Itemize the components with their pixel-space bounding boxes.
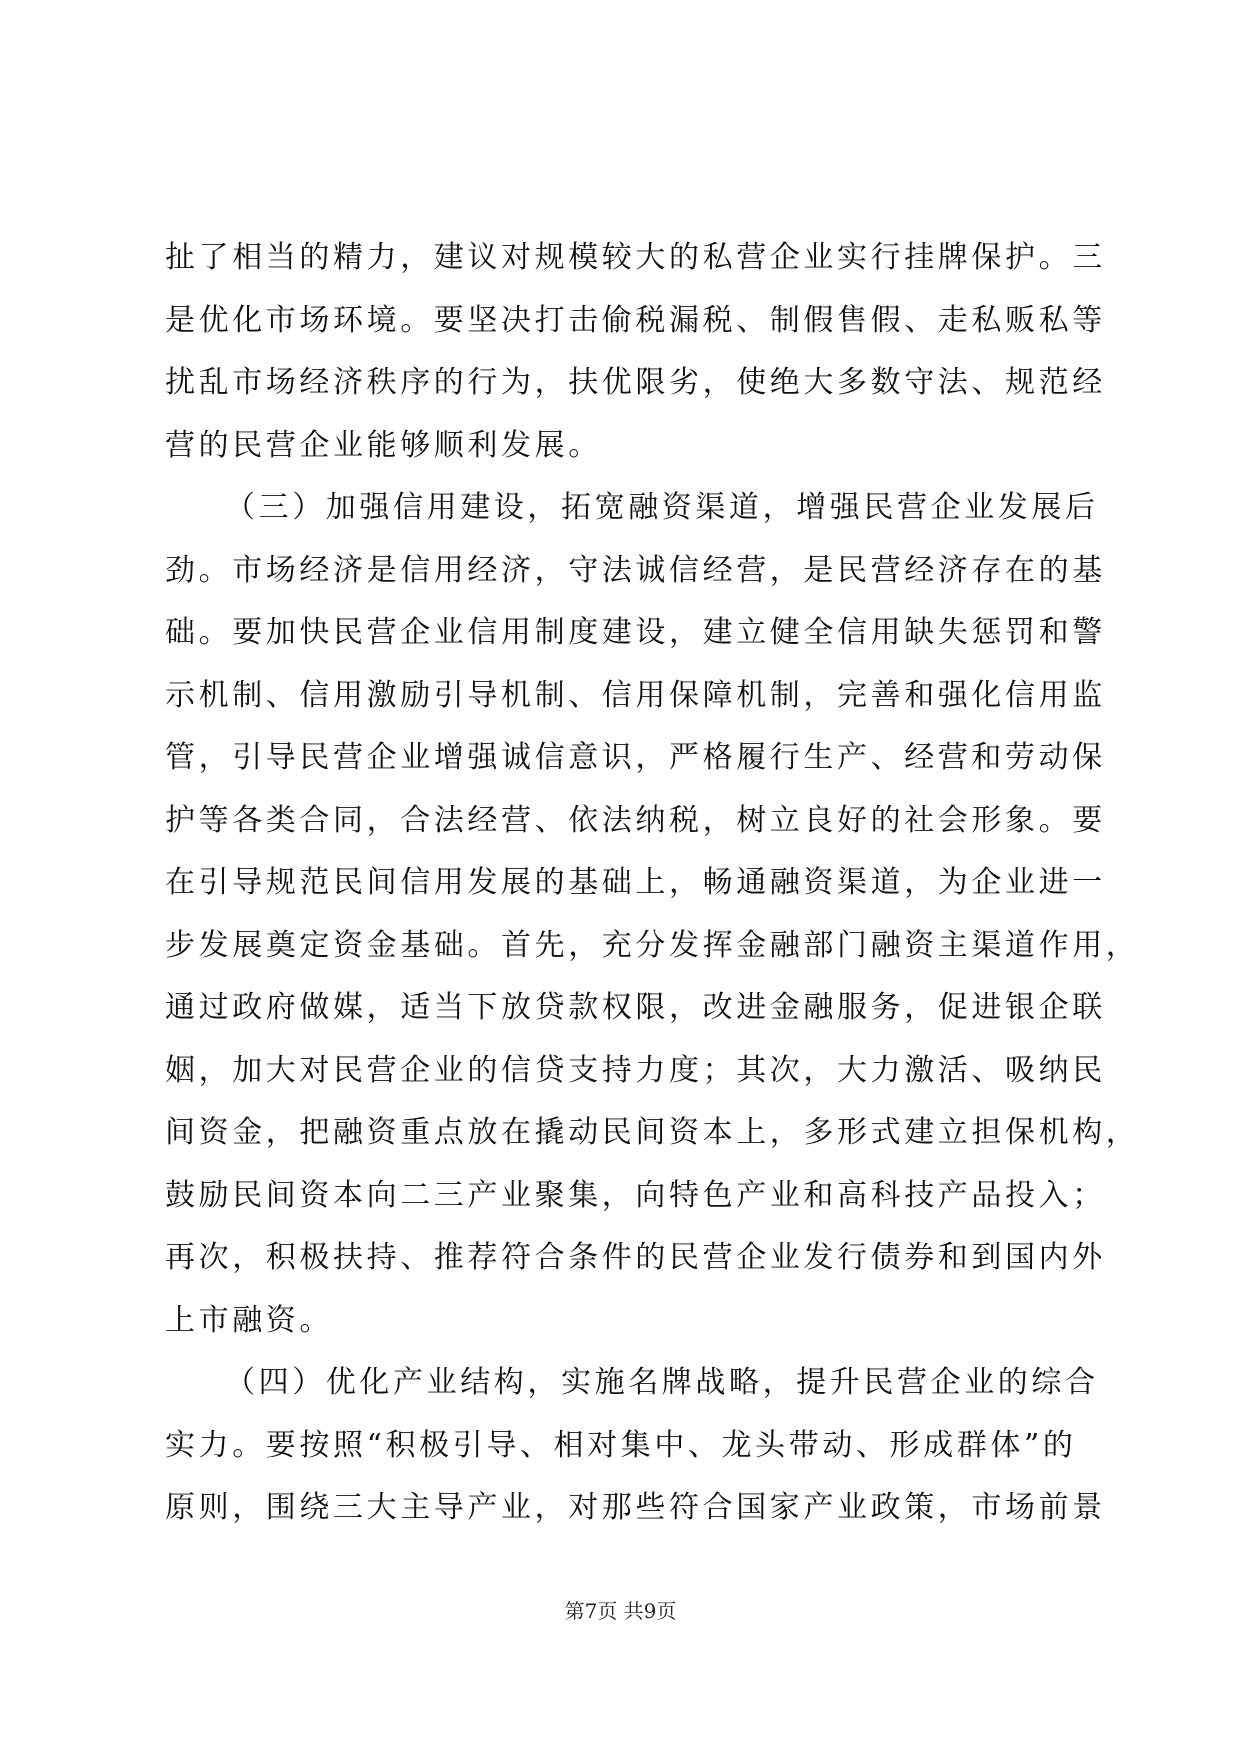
text-line: 在引导规范民间信用发展的基础上，畅通融资渠道，为企业进一 (165, 865, 1106, 900)
page-number-footer: 第7页 共9页 (564, 1599, 677, 1623)
text-line: 上市融资。 (165, 1302, 333, 1338)
text-line: 营的民营企业能够顺利发展。 (165, 427, 602, 463)
text-line: 管，引导民营企业增强诚信意识，严格履行生产、经营和劳动保 (165, 740, 1106, 775)
text-line: 劲。市场经济是信用经济，守法诚信经营，是民营经济存在的基 (165, 552, 1106, 588)
text-line: 再次，积极扶持、推荐符合条件的民营企业发行债券和到国内外 (165, 1240, 1106, 1275)
text-line: 实力。要按照“积极引导、相对集中、龙头带动、形成群体”的 (165, 1427, 1077, 1463)
text-line: 间资金，把融资重点放在撬动民间资本上，多形式建立担保机构， (165, 1115, 1140, 1150)
text-line: 示机制、信用激励引导机制、信用保障机制，完善和强化信用监 (165, 677, 1106, 713)
text-line: 通过政府做媒，适当下放贷款权限，改进金融服务，促进银企联 (165, 990, 1106, 1025)
text-line: 原则，围绕三大主导产业，对那些符合国家产业政策，市场前景 (165, 1490, 1106, 1525)
text-line: 扰乱市场经济秩序的行为，扶优限劣，使绝大多数守法、规范经 (165, 365, 1106, 400)
text-line: 姻，加大对民营企业的信贷支持力度；其次，大力激活、吸纳民 (165, 1052, 1106, 1088)
text-line: 步发展奠定资金基础。首先，充分发挥金融部门融资主渠道作用， (165, 927, 1140, 963)
text-line: 础。要加快民营企业信用制度建设，建立健全信用缺失惩罚和警 (165, 615, 1106, 650)
paragraph-start-line: （四）优化产业结构，实施名牌战略，提升民营企业的综合 (225, 1365, 1099, 1400)
body-text (165, 227, 1140, 1540)
text-line: 是优化市场环境。要坚决打击偷税漏税、制假售假、走私贩私等 (165, 302, 1106, 338)
text-line: 扯了相当的精力，建议对规模较大的私营企业实行挂牌保护。三 (165, 240, 1106, 275)
text-line: 护等各类合同，合法经营、依法纳税，树立良好的社会形象。要 (165, 802, 1106, 838)
text-line: 鼓励民间资本向二三产业聚集，向特色产业和高科技产品投入； (165, 1177, 1106, 1213)
paragraph-start-line: （三）加强信用建设，拓宽融资渠道，增强民营企业发展后 (225, 490, 1099, 525)
